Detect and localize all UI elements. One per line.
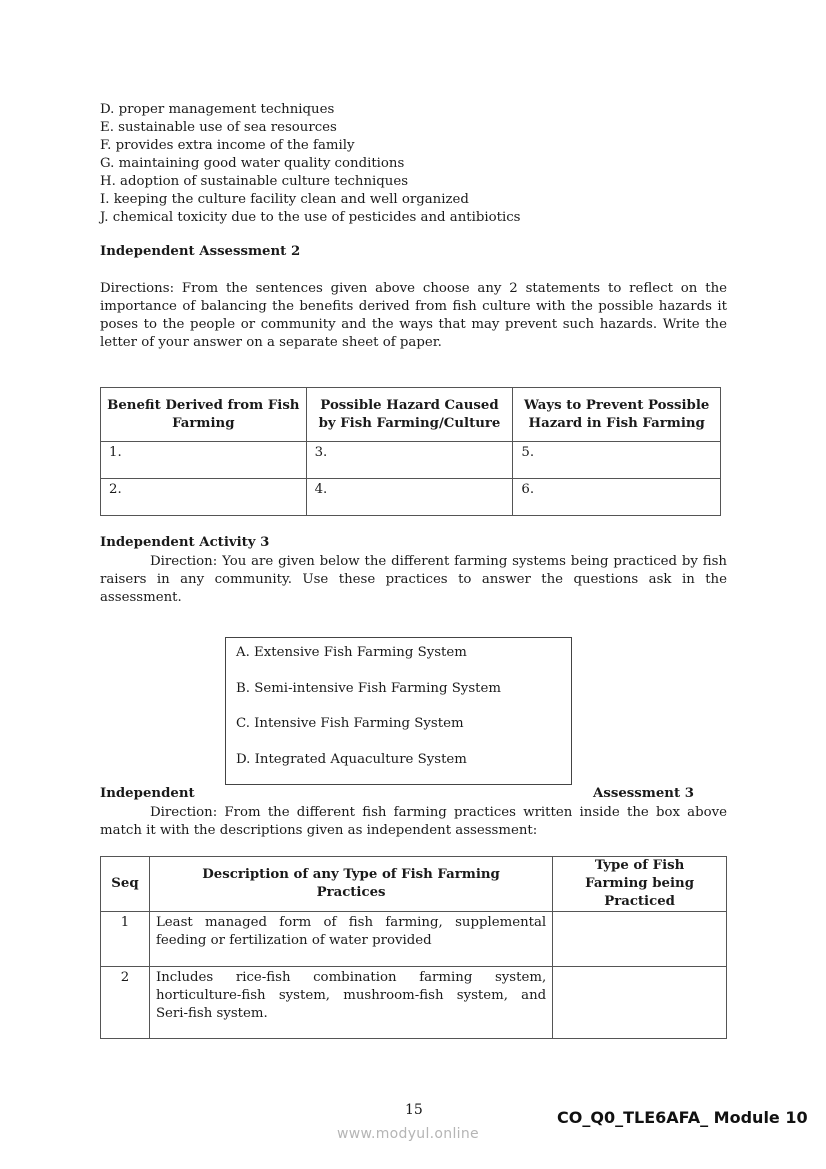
statement-item: G. maintaining good water quality conditions [100,156,405,171]
table-cell: 3. [306,442,513,479]
table-row [101,967,727,1039]
table-row [101,442,721,479]
farming-systems-box [225,637,572,785]
table-cell: 6. [513,479,721,516]
farming-practices-table [100,856,727,1039]
statement-item: D. proper management techniques [100,102,335,117]
description-cell: Includes rice-fish combination farming system, horticulture-fish system, mushroom-fish system, and Seri-fish system. [149,967,552,1039]
assessment2-title: Independent Assessment 2 [100,244,301,259]
table-header-row [101,388,721,442]
answer-cell [553,912,727,967]
statement-item: E. sustainable use of sea resources [100,120,337,135]
table-row [101,912,727,967]
statement-item: I. keeping the culture facility clean and well organized [100,192,469,207]
system-item: C. Intensive Fish Farming System [236,716,464,731]
header-description: Description of any Type of Fish Farming Practices [149,857,552,912]
system-item: D. Integrated Aquaculture System [236,751,467,767]
table-cell: 5. [513,442,721,479]
seq-cell: 2 [101,967,150,1039]
watermark-url: www.modyul.online [337,1126,479,1142]
header-type: Type of Fish Farming being Practiced [553,857,727,912]
system-item: A. Extensive Fish Farming System [236,645,467,660]
assessment2-directions: Directions: From the sentences given above choose any 2 statements to reflect on the importance of balancing the benefits derived from fish culture with the possible hazards it poses to the people or community and the ways that may prevent such hazards. Write the letter of your answer on a separate sheet of paper. [100,281,727,350]
statement-item: F. provides extra income of the family [100,138,355,153]
assessment3-title-left: Independent [100,786,195,801]
activity3-directions: Direction: You are given below the different farming systems being practiced by fish raisers in any community. Use these practices to answer the questions ask in the assessment. [100,554,727,605]
table-row [101,479,721,516]
benefit-hazard-table [100,387,721,516]
table-cell: 2. [101,479,307,516]
page-number: 15 [405,1102,423,1118]
statement-item: H. adoption of sustainable culture techniques [100,174,409,189]
header-seq: Seq [101,857,150,912]
description-cell: Least managed form of fish farming, supplemental feeding or fertilization of water provided [149,912,552,967]
answer-cell [553,967,727,1039]
header-hazard: Possible Hazard Caused by Fish Farming/Culture [306,388,513,442]
header-benefit: Benefit Derived from Fish Farming [101,388,307,442]
table-header-row [101,857,727,912]
assessment3-directions: Direction: From the different fish farming practices written inside the box above match it with the descriptions given as independent assessment: [100,805,727,838]
activity3-title: Independent Activity 3 [100,535,270,550]
table-cell: 4. [306,479,513,516]
system-item: B. Semi-intensive Fish Farming System [236,680,501,696]
table-cell: 1. [101,442,307,479]
statement-list [100,101,740,227]
seq-cell: 1 [101,912,150,967]
assessment3-title-right: Assessment 3 [593,786,694,801]
header-prevention: Ways to Prevent Possible Hazard in Fish Farming [513,388,721,442]
statement-item: J. chemical toxicity due to the use of pesticides and antibiotics [100,210,521,225]
module-code: CO_Q0_TLE6AFA_ Module 10 [557,1108,808,1127]
